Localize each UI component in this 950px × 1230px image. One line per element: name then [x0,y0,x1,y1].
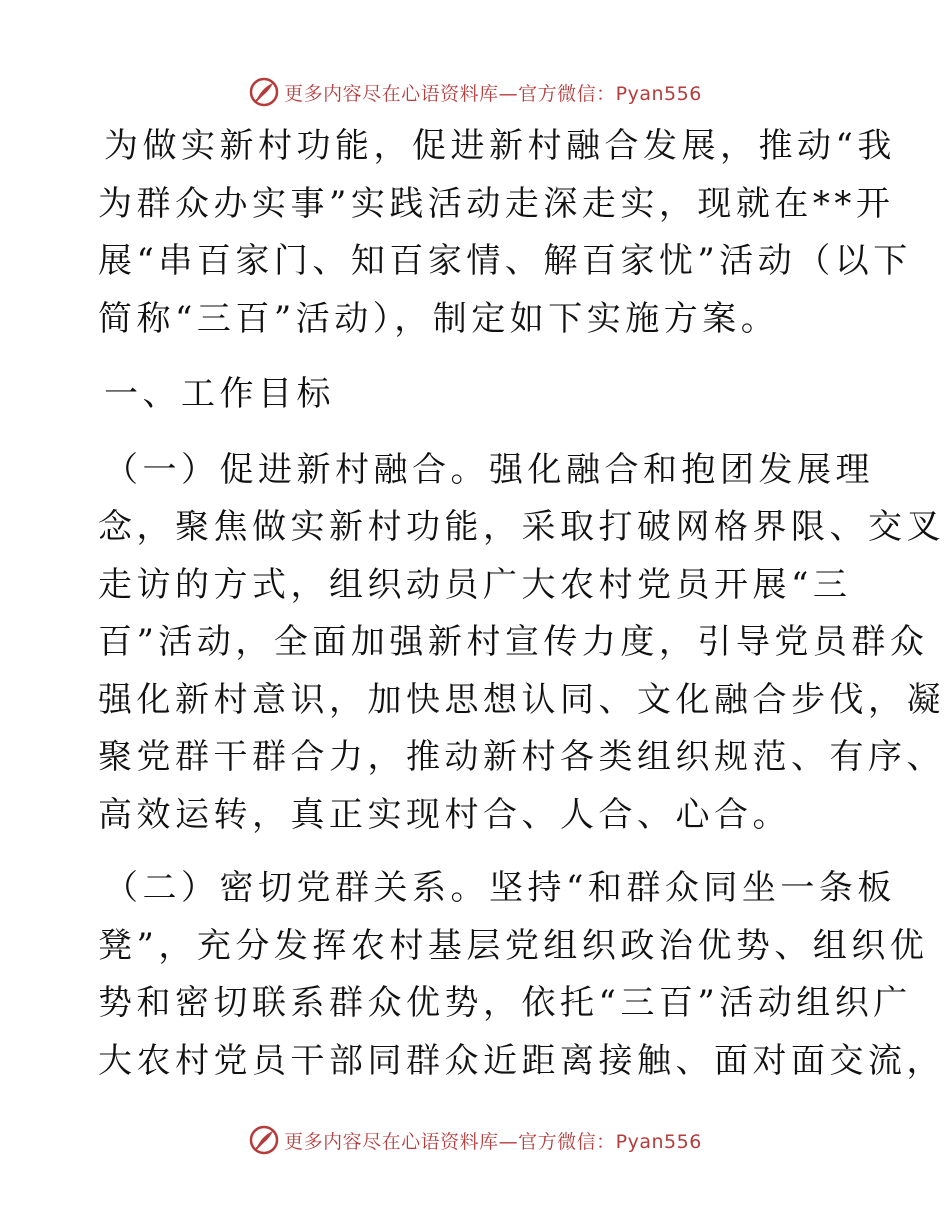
feather-pen-logo-icon [248,76,280,108]
watermark-text: 更多内容尽在心语资料库—官方微信：Pyan556 [284,1130,702,1153]
watermark-text: 更多内容尽在心语资料库—官方微信：Pyan556 [284,82,702,105]
intro-paragraph [98,118,912,348]
text-line: 为做实新村功能，促进新村融合发展，推动“我 [104,126,896,166]
text-line: 聚党群干群合力，推动新村各类组织规范、有序、 [98,737,945,777]
text-line: 走访的方式，组织动员广大农村党员开展“三 [98,564,852,605]
feather-pen-logo-icon [248,1124,280,1156]
text-line: 高效运转，真正实现村合、人合、心合。 [98,794,791,835]
text-line: 大农村党员干部同群众近距离接触、面对面交流， [98,1040,945,1081]
section-heading [98,366,858,424]
section-2-paragraph [98,860,945,1090]
text-line: 凳”，充分发挥农村基层党组织政治优势、组织优 [98,925,929,966]
text-line: 势和密切联系群众优势，依托“三百”活动组织广 [98,983,912,1023]
paragraph-gap [98,844,858,860]
document-body [98,118,945,1090]
text-line: 强化新村意识，加快思想认同、文化融合步伐，凝 [98,679,945,720]
section-1-paragraph [98,442,945,845]
watermark-footer [0,1120,950,1160]
watermark-header [0,72,950,112]
text-line: 展“串百家门、知百家情、解百家忧”活动（以下 [98,241,912,281]
text-line: 百”活动，全面加强新村宣传力度，引导党员群众 [98,622,929,662]
text-line: 简称“三百”活动），制定如下实施方案。 [98,298,780,339]
text-line: （二）密切党群关系。坚持“和群众同坐一条板 [104,868,896,908]
text-line: 念，聚焦做实新村功能，采取打破网格界限、交叉 [98,507,945,547]
text-line: （一）促进新村融合。强化融合和抱团发展理 [104,449,874,490]
text-line: 为群众办实事”实践活动走深走实，现就在**开 [98,183,895,224]
heading-text: 一、工作目标 [104,374,335,414]
